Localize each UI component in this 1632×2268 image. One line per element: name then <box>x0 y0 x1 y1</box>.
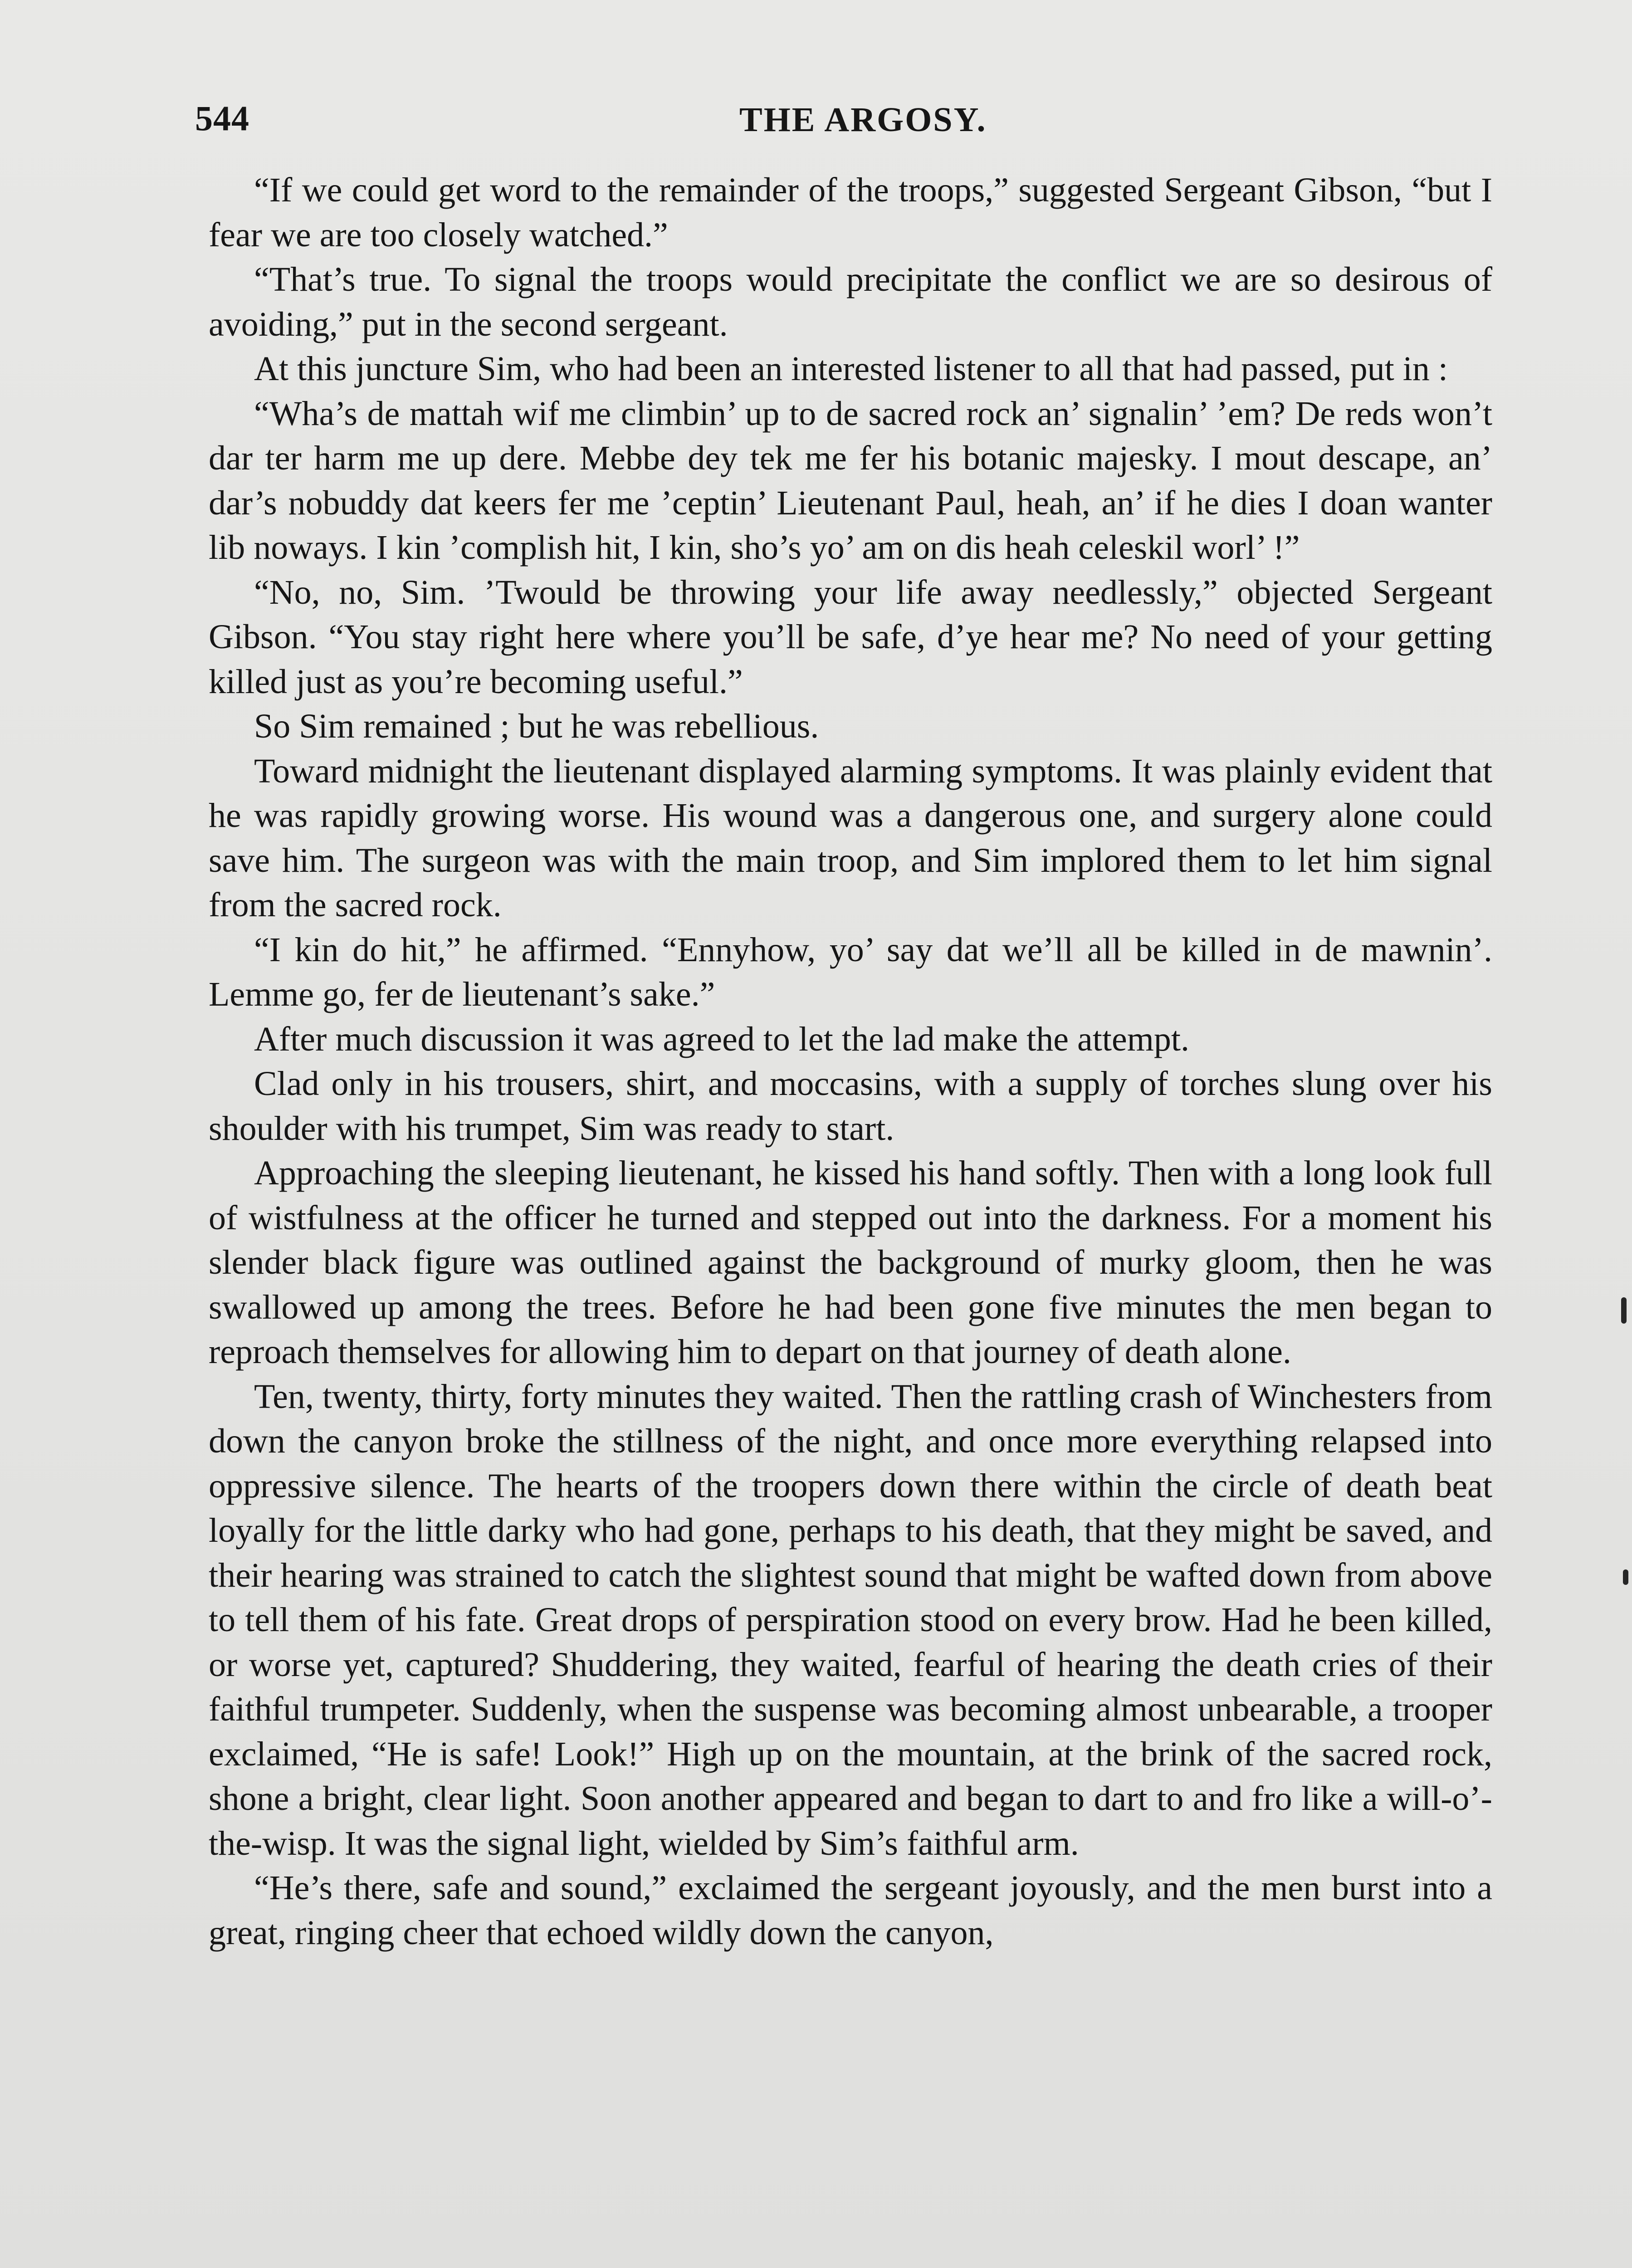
page-edge-mark <box>1623 1569 1628 1585</box>
paragraph: Approaching the sleeping lieutenant, he kissed his hand softly. Then with a long look full of wistfulness at the officer he turned and stepped out into the darkness. For a moment his slender black figure was outlined against the background of murky gloom, then he was swallowed up among the trees. Before he had been gone five minutes the men began to reproach themselves for allowing him to depart on that journey of death alone. <box>209 1154 1492 1371</box>
paragraph: “That’s true. To signal the troops would precipitate the conflict we are so desirous of avoiding,” put in the second sergeant. <box>209 260 1492 343</box>
paragraph: “No, no, Sim. ’Twould be throwing your life away needlessly,” objected Sergeant Gibson. “You stay right here where you’ll be safe, d’ye hear me? No need of your getting killed just as you’re becoming useful.” <box>209 573 1492 701</box>
paragraph: Clad only in his trousers, shirt, and moccasins, with a supply of torches slung over his shoulder with his trumpet, Sim was ready to start. <box>209 1065 1492 1148</box>
running-title: THE ARGOSY. <box>739 101 987 139</box>
paragraph: At this juncture Sim, who had been an interested listener to all that had passed, put in : <box>254 350 1448 388</box>
paragraph: So Sim remained ; but he was rebellious. <box>254 707 819 745</box>
paragraph: “I kin do hit,” he affirmed. “Ennyhow, yo’ say dat we’ll all be killed in de mawnin’. Lemme go, fer de lieutenant’s sake.” <box>209 930 1492 1013</box>
story-text-column <box>209 168 1492 1955</box>
paragraph: “Wha’s de mattah wif me climbin’ up to de sacred rock an’ signalin’ ’em? De reds won’t dar ter harm me up dere. Mebbe dey tek me fer his botanic majesky. I mout descape, an’ dar’s nobuddy dat keers fer me ’ceptin’ Lieutenant Paul, heah, an’ if he dies I doan wanter lib noways. I kin ’complish hit, I kin, sho’s yo’ am on dis heah celeskil worl’ !” <box>209 394 1492 567</box>
page-number: 544 <box>195 98 249 138</box>
paragraph: After much discussion it was agreed to let the lad make the attempt. <box>254 1020 1189 1058</box>
paragraph: Toward midnight the lieutenant displayed alarming symptoms. It was plainly evident that he was rapidly growing worse. His wound was a dangerous one, and surgery alone could save him. The surgeon was with the main troop, and Sim implored them to let him signal from the sacred rock. <box>209 752 1492 924</box>
paragraph: “If we could get word to the remainder of the troops,” suggested Sergeant Gibson, “but I fear we are too closely watched.” <box>209 171 1492 254</box>
page-header <box>195 95 1497 150</box>
page-edge-mark <box>1621 1297 1627 1324</box>
paragraph: Ten, twenty, thirty, forty minutes they waited. Then the rattling crash of Winchesters from down the canyon broke the stillness of the night, and once more everything relapsed into oppressive silence. The hearts of the troopers down there within the circle of death beat loyally for the little darky who had gone, perhaps to his death, that they might be saved, and their hearing was strained to catch the slightest sound that might be wafted down from above to tell them of his fate. Great drops of perspiration stood on every brow. Had he been killed, or worse yet, captured? Shuddering, they waited, fearful of hearing the death cries of their faithful trumpeter. Suddenly, when the suspense was becoming almost unbearable, a trooper exclaimed, “He is safe! Look!” High up on the mountain, at the brink of the sacred rock, shone a bright, clear light. Soon another appeared and began to dart to and fro like a will-o’-the-wisp. It was the signal light, wielded by Sim’s faithful arm. <box>209 1377 1492 1862</box>
paragraph: “He’s there, safe and sound,” exclaimed the sergeant joyously, and the men burst into a great, ringing cheer that echoed wildly down the canyon, <box>209 1869 1492 1952</box>
